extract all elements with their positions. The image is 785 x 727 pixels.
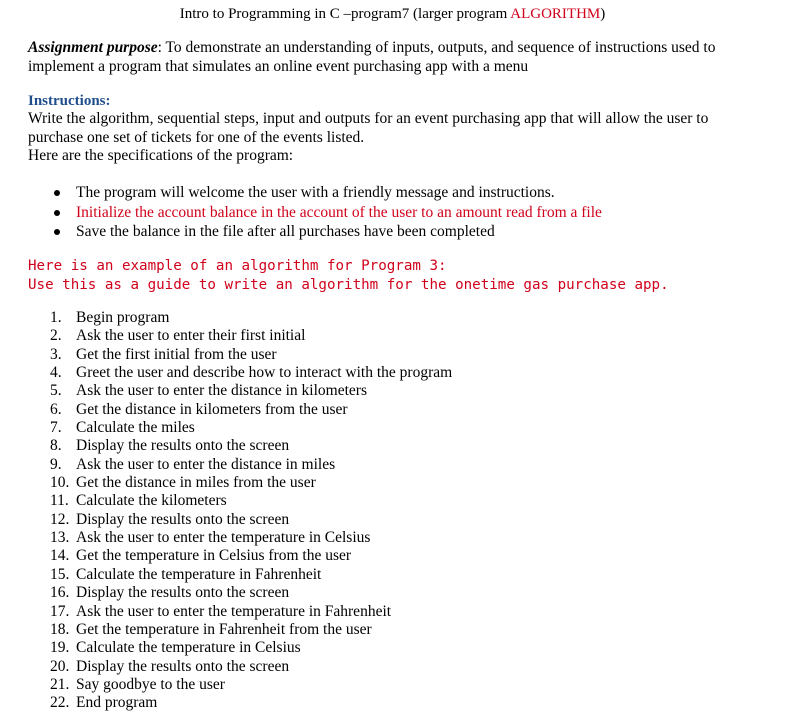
step-number: 16. — [50, 584, 70, 602]
step-number: 2. — [50, 327, 62, 345]
title-prefix: Intro to Programming in C –program7 (larger program — [179, 6, 511, 22]
step-text: Ask the user to enter the distance in miles — [76, 455, 336, 473]
algorithm-step — [50, 639, 452, 657]
step-text: Display the results onto the screen — [76, 437, 290, 455]
step-number: 15. — [50, 565, 70, 583]
algorithm-step — [50, 346, 452, 364]
step-number: 19. — [50, 639, 70, 657]
document-title — [0, 5, 785, 24]
specification-list — [50, 184, 602, 243]
algorithm-step — [50, 676, 452, 694]
algorithm-step — [50, 547, 452, 565]
step-number: 22. — [50, 694, 70, 712]
algorithm-step — [50, 419, 452, 437]
step-text: Ask the user to enter the temperature in Fahrenheit — [76, 602, 392, 620]
algorithm-step — [50, 382, 452, 400]
step-text: Display the results onto the screen — [76, 510, 290, 528]
algorithm-step — [50, 584, 452, 602]
example-line-2: Use this as a guide to write an algorithm for the onetime gas purchase app. — [28, 276, 669, 293]
instructions-heading: Instructions: — [28, 93, 111, 109]
step-number: 10. — [50, 474, 70, 492]
step-number: 20. — [50, 657, 70, 675]
purpose-label: Assignment purpose — [28, 39, 158, 56]
algorithm-steps — [50, 309, 452, 713]
step-number: 1. — [50, 309, 62, 326]
step-text: Greet the user and describe how to interact with the program — [76, 364, 453, 382]
specification-text: Initialize the account balance in the account of the user to an amount read from a file — [76, 203, 602, 221]
step-text: End program — [76, 694, 158, 712]
step-number: 9. — [50, 455, 62, 473]
step-number: 4. — [50, 364, 62, 382]
specification-text: The program will welcome the user with a friendly message and instructions. — [76, 184, 555, 201]
algorithm-step — [50, 327, 452, 345]
bullet-icon — [54, 229, 60, 235]
algorithm-step — [50, 511, 452, 529]
bullet-icon — [54, 190, 60, 196]
step-text: Say goodbye to the user — [76, 675, 225, 693]
step-text: Get the distance in miles from the user — [76, 474, 316, 492]
specification-item — [50, 184, 602, 204]
algorithm-step — [50, 603, 452, 621]
assignment-purpose — [28, 39, 758, 76]
bullet-icon — [54, 210, 60, 216]
step-text: Ask the user to enter the temperature in Celsius — [76, 529, 371, 547]
step-text: Get the distance in kilometers from the user — [76, 400, 348, 418]
step-text: Display the results onto the screen — [76, 657, 290, 675]
step-text: Ask the user to enter their first initial — [76, 327, 306, 345]
step-number: 12. — [50, 510, 70, 528]
step-text: Ask the user to enter the distance in kilometers — [76, 382, 367, 400]
step-text: Calculate the temperature in Celsius — [76, 639, 301, 657]
example-note — [28, 257, 669, 294]
step-number: 8. — [50, 437, 62, 455]
step-text: Begin program — [76, 309, 170, 326]
example-line-1: Here is an example of an algorithm for Program 3: — [28, 258, 447, 274]
step-number: 6. — [50, 400, 62, 418]
algorithm-step — [50, 621, 452, 639]
instructions-body — [28, 110, 763, 166]
step-number: 3. — [50, 345, 62, 363]
step-number: 11. — [50, 492, 69, 510]
algorithm-step — [50, 456, 452, 474]
algorithm-step — [50, 566, 452, 584]
instructions-line-2: Here are the specifications of the program: — [28, 147, 294, 164]
purpose-text: : To demonstrate an understanding of inputs, outputs, and sequence of instructions used to implement a program that simulates an online event purchasing app with a menu — [28, 39, 716, 75]
title-suffix: ) — [600, 6, 606, 22]
step-text: Get the temperature in Fahrenheit from the user — [76, 620, 372, 638]
step-text: Calculate the temperature in Fahrenheit — [76, 565, 322, 583]
algorithm-step — [50, 658, 452, 676]
algorithm-step — [50, 364, 452, 382]
step-number: 5. — [50, 382, 62, 400]
instructions-line-1: Write the algorithm, sequential steps, input and outputs for an event purchasing app that will allow the user to purchase one set of tickets for one of the events listed. — [28, 110, 709, 146]
algorithm-step — [50, 309, 452, 327]
specification-text: Save the balance in the file after all purchases have been completed — [76, 223, 495, 240]
step-text: Get the first initial from the user — [76, 345, 277, 363]
step-text: Calculate the kilometers — [76, 492, 227, 510]
algorithm-step — [50, 492, 452, 510]
specification-item — [50, 223, 602, 243]
title-highlight: ALGORITHM — [510, 6, 601, 22]
algorithm-step — [50, 529, 452, 547]
algorithm-step — [50, 437, 452, 455]
step-number: 14. — [50, 547, 70, 565]
algorithm-step — [50, 401, 452, 419]
algorithm-step — [50, 474, 452, 492]
specification-item — [50, 204, 602, 224]
step-text: Get the temperature in Celsius from the user — [76, 547, 352, 565]
step-text: Calculate the miles — [76, 419, 195, 437]
step-number: 21. — [50, 675, 70, 693]
step-number: 7. — [50, 419, 62, 437]
step-number: 13. — [50, 529, 70, 547]
step-number: 17. — [50, 602, 70, 620]
step-number: 18. — [50, 620, 70, 638]
step-text: Display the results onto the screen — [76, 584, 290, 602]
algorithm-step — [50, 694, 452, 712]
